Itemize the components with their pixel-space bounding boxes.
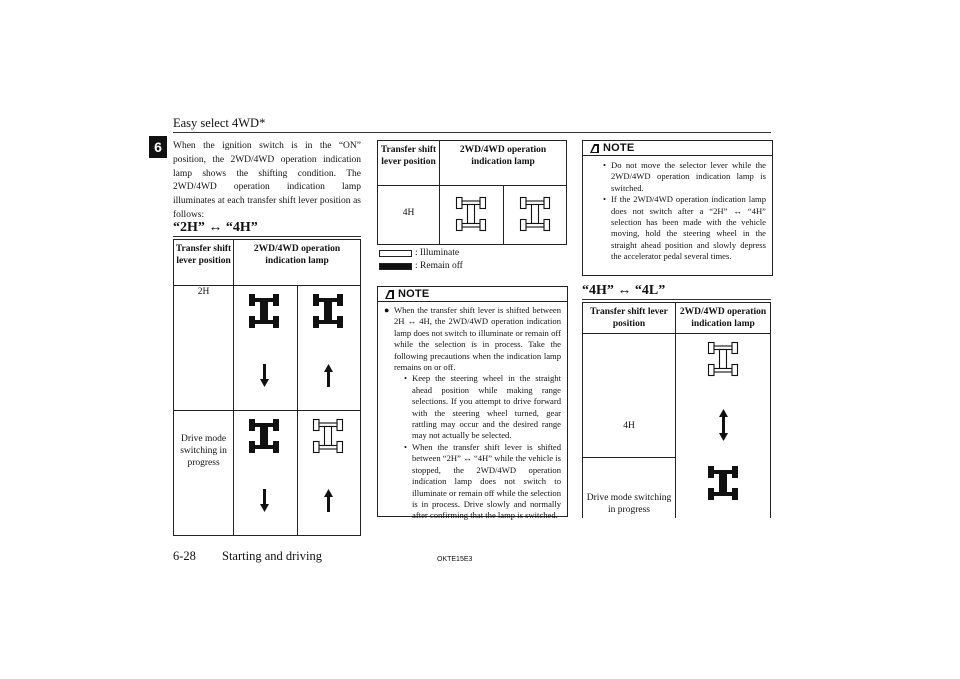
lamp-off-outline-icon — [709, 343, 738, 376]
lamp-sequence-right-lower — [298, 411, 360, 534]
lamp-table-2h-4h — [173, 239, 361, 536]
legend-swatch-black — [379, 263, 412, 270]
legend-illuminate — [379, 248, 459, 258]
lamp-cell — [234, 411, 298, 536]
lamp-4h-right — [504, 186, 566, 243]
running-header: Easy select 4WD* — [173, 116, 266, 130]
row-label-switching: Drive mode switching in progress — [583, 458, 676, 518]
lamp-illuminated-icon — [708, 466, 738, 500]
arrow-both-icon — [719, 409, 728, 441]
lamp-cell — [440, 186, 504, 245]
note-bullet: • Keep the steering wheel in the straight ahead position while making range selections. If you attempt to drive forward with the steering wheel turned, gear rattling may occur and the desired range may not actually be selected. — [404, 373, 561, 441]
note-body — [583, 156, 772, 267]
lamp-off-outline-icon — [457, 198, 486, 231]
arrow-up-icon — [324, 489, 333, 512]
arrow-down-icon — [260, 489, 269, 512]
legend-swatch-white — [379, 250, 412, 257]
doc-code: OKTE15E3 — [437, 556, 473, 563]
col-header-lamp: 2WD/4WD operation indication lamp — [234, 240, 361, 286]
section-rule — [582, 299, 771, 300]
col-header-lamp: 2WD/4WD operation indication lamp — [676, 303, 771, 334]
lamp-2wd-illuminated-icon — [313, 294, 343, 328]
section-rule — [173, 236, 361, 237]
note-main-text: When the transfer shift lever is shifted between 2H ↔ 4H, the 2WD/4WD operation indication lamp does not switch to illuminate or remain off while the selection is in process. Take the following precautions when the indication lamp remains on or off. — [394, 305, 561, 373]
lamp-cell — [298, 411, 361, 536]
lamp-sequence-right — [298, 286, 360, 409]
row-label-4h: 4H — [378, 186, 440, 245]
lamp-off-outline-icon — [521, 198, 550, 231]
note-sub-list — [394, 373, 561, 521]
lamp-cell — [676, 334, 771, 518]
note-label: NOTE — [398, 288, 430, 300]
lamp-table-4h-4l — [582, 302, 771, 518]
note-list — [589, 160, 766, 263]
col-header-position: Transfer shift lever position — [174, 240, 234, 286]
lamp-4wd-illuminated-icon — [249, 419, 279, 453]
bullet-dot-icon: ● — [384, 305, 390, 315]
lamp-cell — [298, 286, 361, 411]
lamp-table-4h — [377, 140, 567, 245]
note-header — [583, 141, 772, 156]
lamp-4h-left — [440, 186, 502, 243]
header-rule — [173, 132, 771, 133]
lamp-sequence-left-lower — [234, 411, 296, 534]
row-label-2h: 2H — [174, 286, 234, 411]
note-icon — [589, 143, 600, 154]
note-bullet: • When the transfer shift lever is shifted between “2H” ↔ “4H” while the vehicle is stopped, the 2WD/4WD operation indication lamp does not switch to illuminate or remain off while the selection is in process. Drive slowly and normally after confirming that the lamp is switched. — [404, 442, 561, 522]
footer-section: Starting and driving — [222, 549, 322, 563]
section-title-4h-4l: “4H” ↔ “4L” — [582, 283, 666, 298]
note-header — [378, 287, 567, 302]
lamp-cell — [504, 186, 567, 245]
note-bullet: • If the 2WD/4WD operation indication lamp does not switch after a “2H” ↔ “4H” selection has been made with the vehicle moving, hold the steering wheel in the straight ahead position and slowly depress the accelerator pedal several times. — [603, 194, 766, 262]
row-label-switching: Drive mode switching in progress — [174, 411, 234, 536]
col-header-position: Transfer shift lever position — [583, 303, 676, 334]
lamp-2wd-illuminated-icon — [249, 294, 279, 328]
legend-remain-off-text: : Remain off — [415, 261, 463, 271]
legend-illuminate-text: : Illuminate — [415, 248, 460, 258]
intro-paragraph: When the ignition switch is in the “ON” position, the 2WD/4WD operation indication lamp shows the shifting condition. The 2WD/4WD operation indication lamp illuminates at each transfer shift lever position as follows: — [173, 141, 361, 220]
page-number: 6-28 — [173, 549, 196, 563]
arrow-down-icon — [260, 364, 269, 387]
col-header-position: Transfer shift lever position — [378, 141, 440, 186]
note-box-selector-lever — [582, 140, 773, 276]
legend-remain-off — [379, 261, 463, 271]
chapter-tab: 6 — [149, 136, 167, 158]
row-label-4h: 4H — [583, 334, 676, 458]
section-title-2h-4h: “2H” ↔ “4H” — [173, 220, 258, 235]
lamp-sequence-left — [234, 286, 296, 409]
note-box-range-selection — [377, 286, 568, 521]
note-body — [378, 302, 567, 526]
lamp-sequence-4h-4l — [676, 334, 770, 516]
col-header-lamp: 2WD/4WD operation indication lamp — [440, 141, 567, 186]
arrow-up-icon — [324, 364, 333, 387]
note-icon — [384, 289, 395, 300]
note-bullet: • Do not move the selector lever while the 2WD/4WD operation indication lamp is switched. — [603, 160, 766, 194]
lamp-cell — [234, 286, 298, 411]
note-label: NOTE — [603, 142, 635, 154]
lamp-off-outline-icon — [314, 420, 343, 453]
